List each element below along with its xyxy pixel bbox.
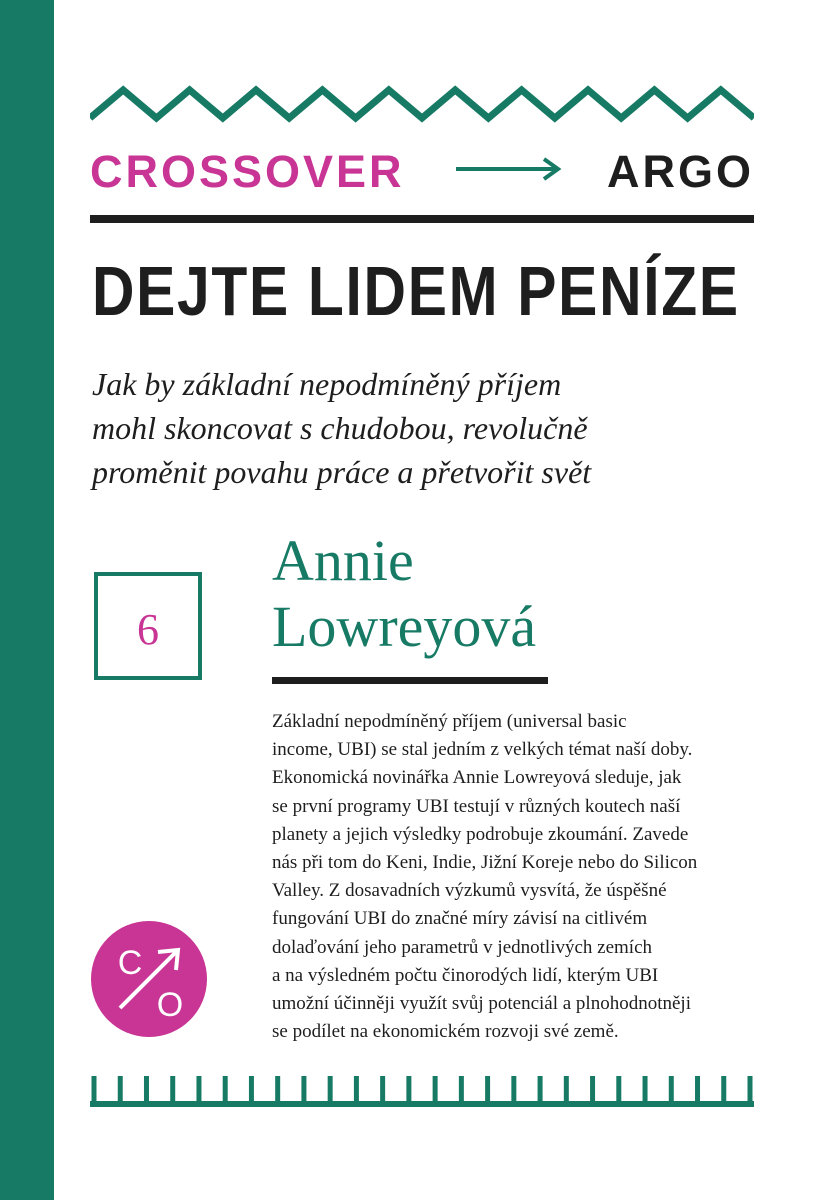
blurb-line: se podílet na ekonomickém rozvoji své země. xyxy=(272,1021,619,1043)
logo-letter-c: C xyxy=(117,944,143,982)
blurb-line: nás při tom do Keni, Indie, Jižní Koreje nebo do Silicon xyxy=(272,852,698,874)
blurb-line: fungování UBI do značné míry závisí na citlivém xyxy=(272,908,648,930)
blurb-line: umožní účinněji využít svůj potenciál a plnohodnotněji xyxy=(272,993,691,1015)
series-row xyxy=(90,140,754,200)
blurb-text xyxy=(272,708,772,1046)
cover-spine-band xyxy=(0,0,54,1200)
zigzag-border-top xyxy=(90,84,754,124)
author-first-name: Annie xyxy=(272,528,414,593)
book-subtitle: Jak by základní nepodmíněný příjem mohl skoncovat s chudobou, revolučně proměnit povahu práce a přetvořit svět xyxy=(92,366,592,490)
author-last-name: Lowreyová xyxy=(272,594,537,659)
book-title: DEJTE LIDEM PENÍZE xyxy=(92,252,740,330)
author-divider xyxy=(272,677,548,684)
blurb-line: income, UBI) se stal jedním z velkých témat naší doby. xyxy=(272,739,693,761)
tick-border-bottom xyxy=(90,1072,754,1108)
logo-letter-o: O xyxy=(156,986,184,1024)
publisher-name: ARGO xyxy=(607,146,754,197)
author-name xyxy=(272,528,752,660)
right-arrow-icon xyxy=(456,154,564,184)
blurb-line: planety a jejich výsledky podrobuje zkoumání. Zavede xyxy=(272,823,689,845)
crossover-logo-icon xyxy=(90,920,208,1038)
blurb-line: Základní nepodmíněný příjem (universal basic xyxy=(272,711,627,732)
blurb-line: dolaďování jeho parametrů v jednotlivých zemích xyxy=(272,936,653,958)
volume-number-box xyxy=(94,572,202,680)
volume-number: 6 xyxy=(137,604,159,654)
series-name: CROSSOVER xyxy=(90,146,405,197)
blurb-line: a na výsledném počtu činorodých lidí, kterým UBI xyxy=(272,964,659,986)
blurb-line: se první programy UBI testují v různých koutech naší xyxy=(272,795,681,817)
blurb-line: Valley. Z dosavadních výzkumů vysvítá, že úspěšné xyxy=(272,880,667,902)
blurb-line: Ekonomická novinářka Annie Lowreyová sleduje, jak xyxy=(272,767,682,789)
top-divider xyxy=(90,215,754,223)
